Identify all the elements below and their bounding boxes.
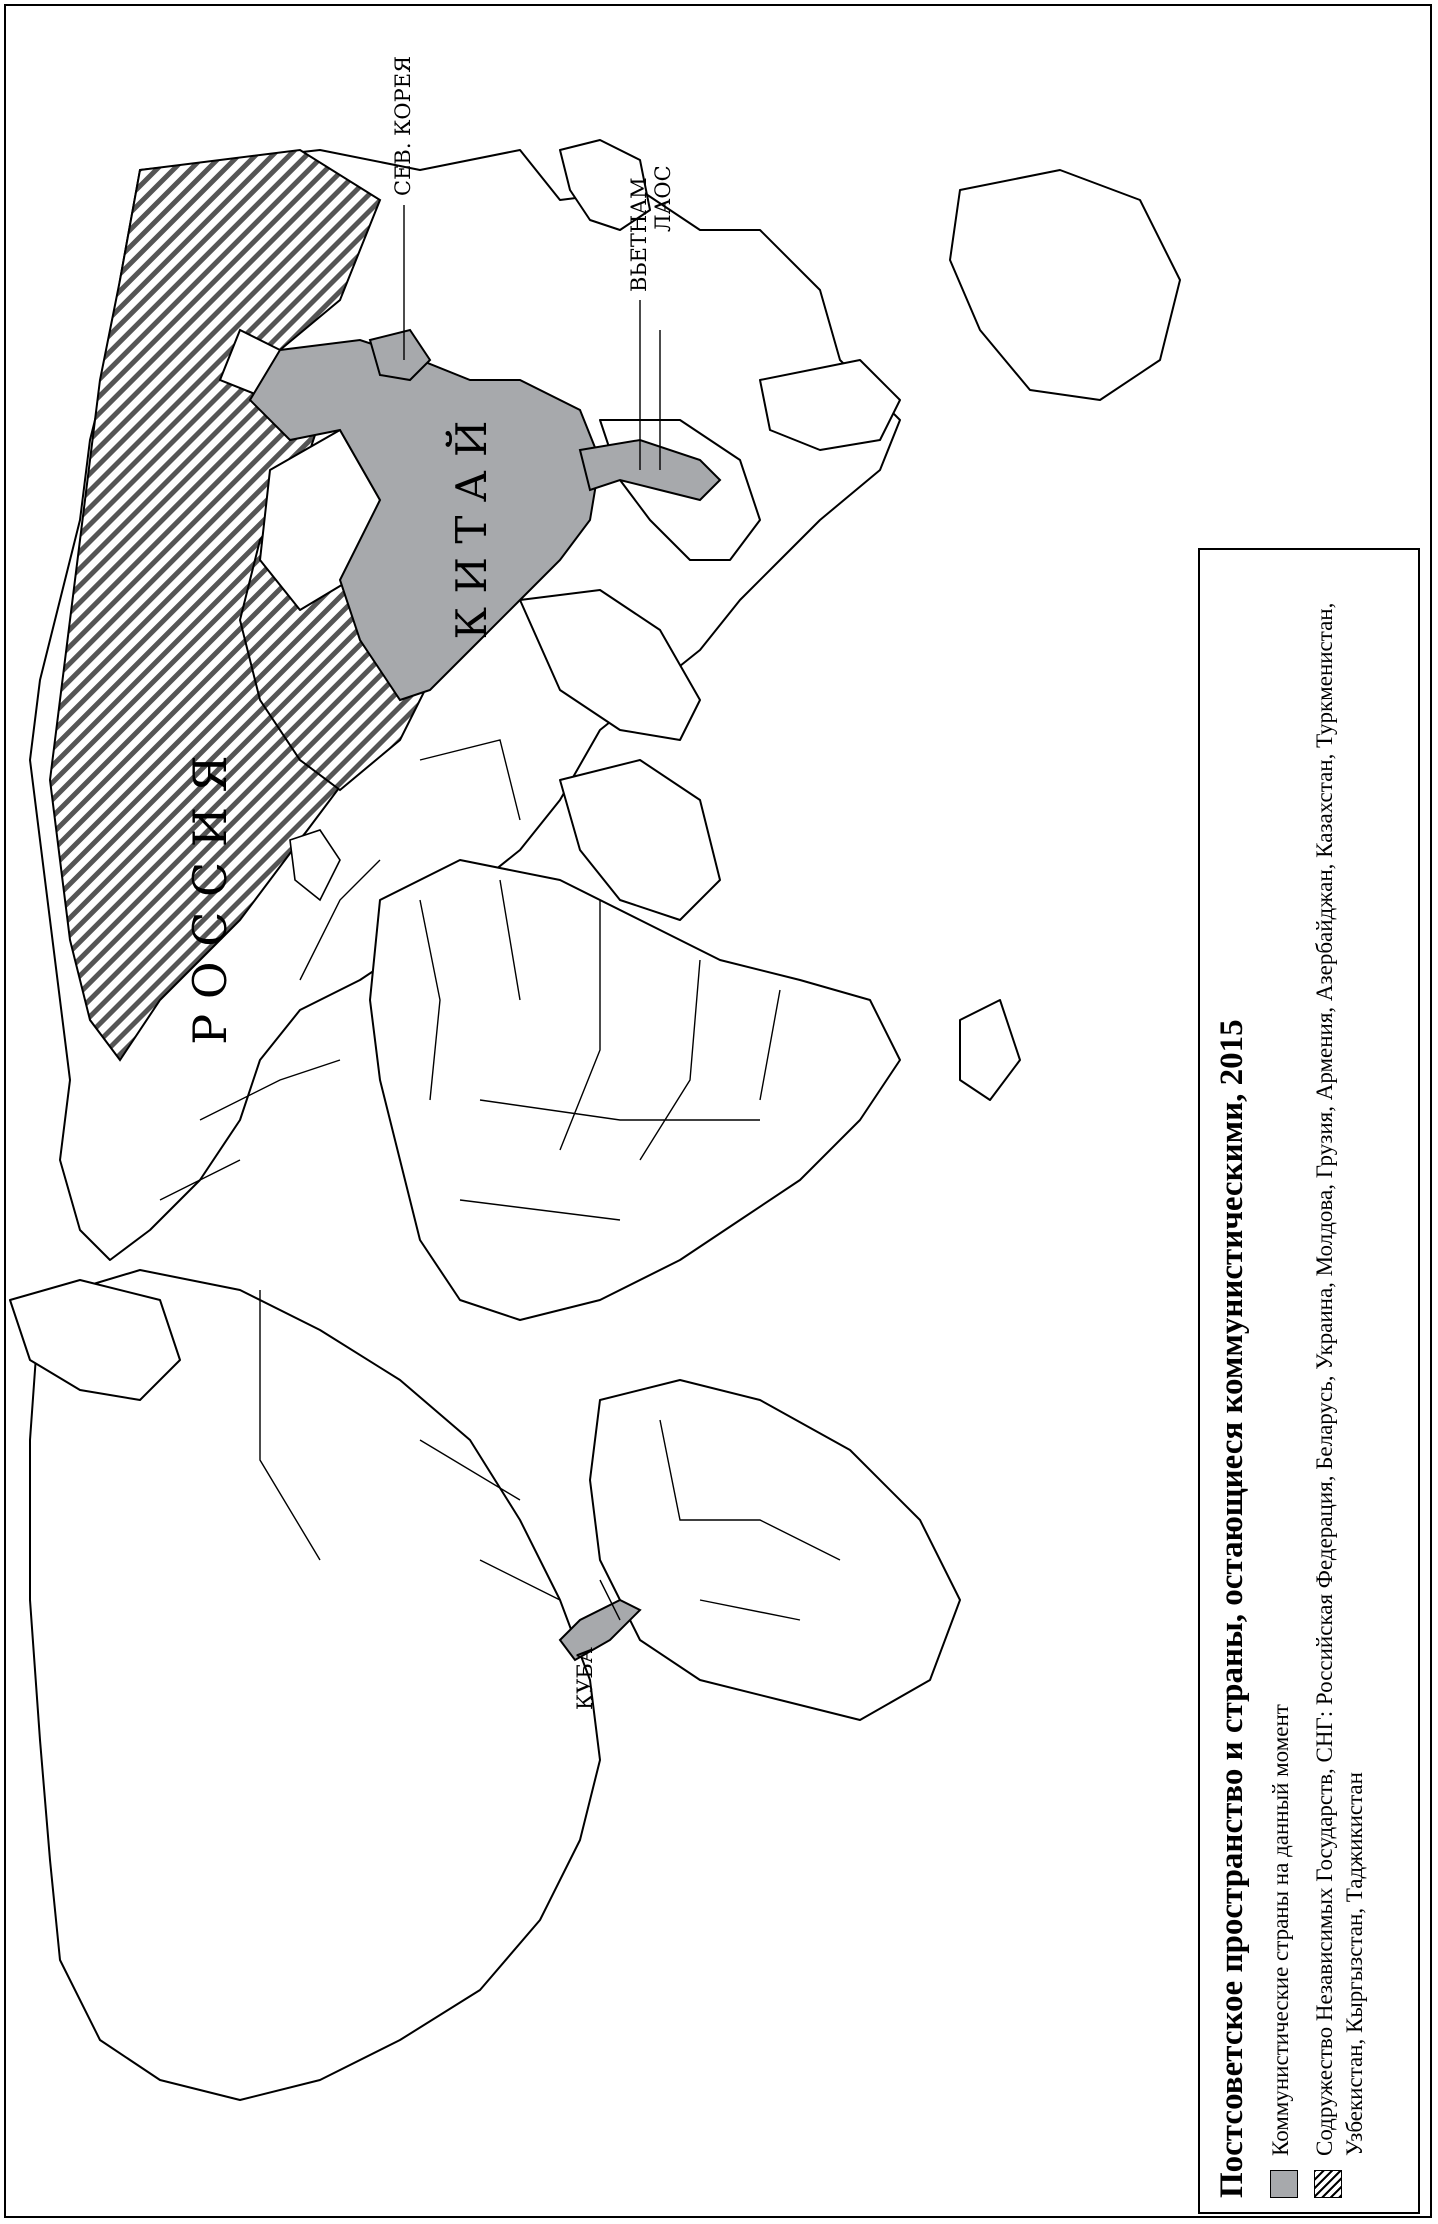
label-china: К И Т А Й (447, 420, 496, 640)
label-cuba: КУБА (573, 1647, 597, 1710)
madagascar (960, 1000, 1020, 1100)
south-america (590, 1380, 960, 1720)
australia (950, 170, 1180, 400)
label-laos: ЛАОС (651, 165, 675, 232)
legend-box (1198, 548, 1420, 2214)
legend-item-communist (1266, 568, 1298, 2198)
map-title: Постсоветское пространство и страны, остающиеся коммунистическими, 2015 (1214, 1019, 1250, 2198)
legend-content (1200, 550, 1422, 2216)
solid-gray-swatch-icon (1270, 2170, 1298, 2198)
label-north-korea: СЕВ. КОРЕЯ (391, 55, 415, 196)
cuba-communist (560, 1600, 640, 1660)
label-vietnam: ВЬЕТНАМ (627, 177, 651, 292)
legend-label-communist: Коммунистические страны на данный момент (1268, 1704, 1293, 2156)
legend-label-cis: Содружество Независимых Государств, СНГ: Российская Федерация, Беларусь, Украина, Молдова, Грузия, Армения, Азербайджан, Казахстан, Туркменистан, Узбекистан, Кыргызстан, Таджикистан (1312, 602, 1367, 2156)
legend-item-cis (1310, 568, 1370, 2198)
label-russia: Р О С С И Я (183, 755, 237, 1045)
africa (370, 860, 900, 1320)
hatch-swatch-icon (1314, 2170, 1342, 2198)
